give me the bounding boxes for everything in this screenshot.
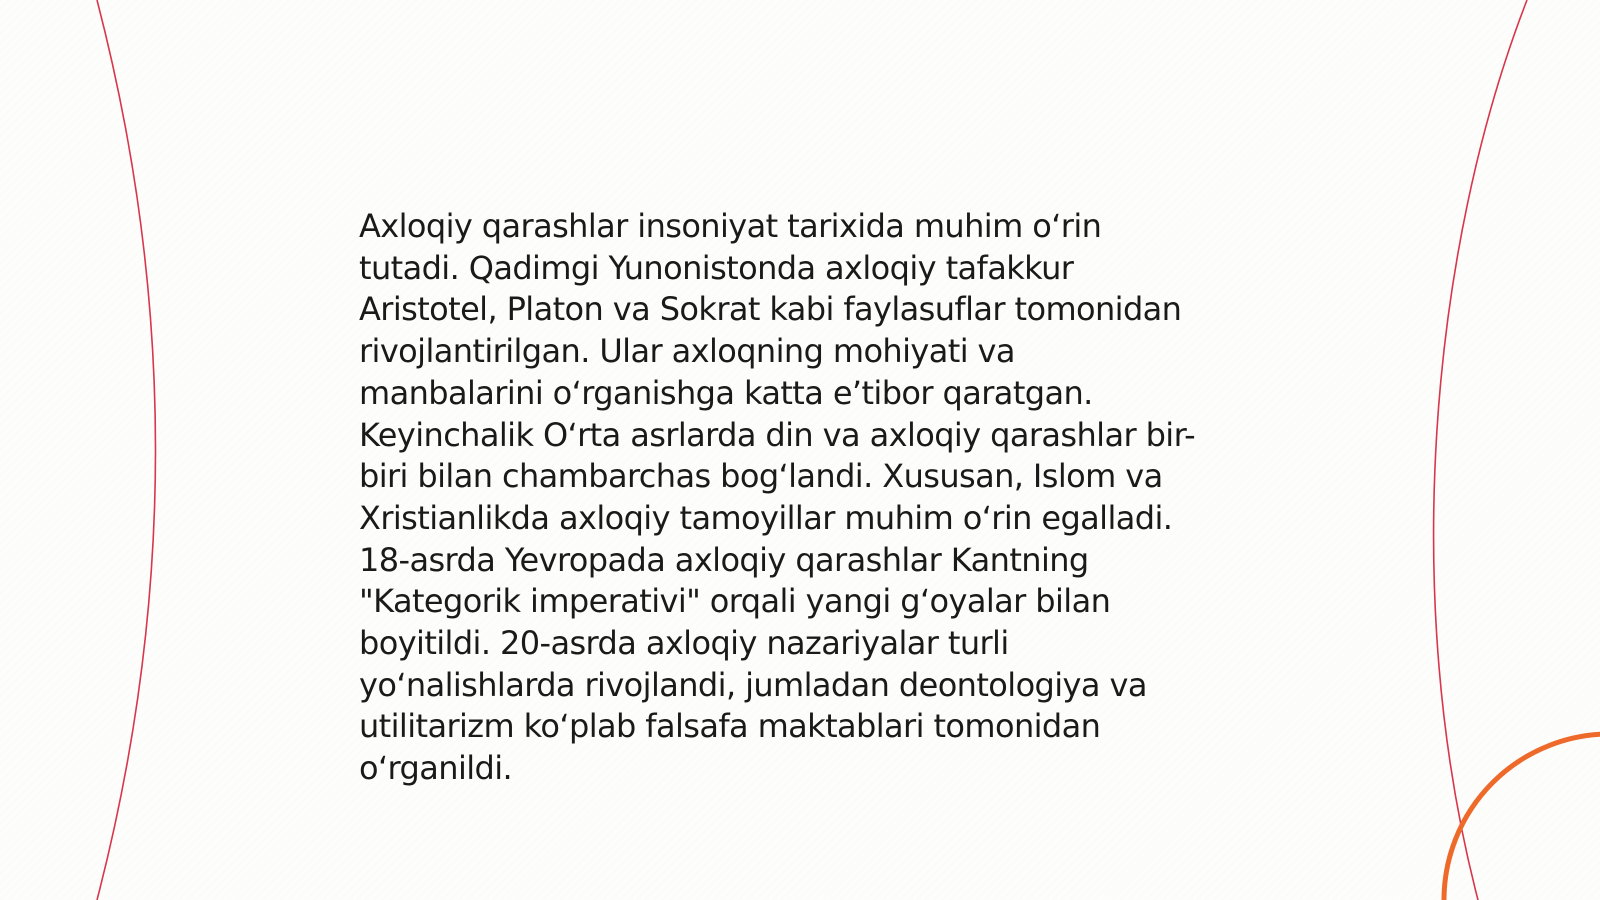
- left-arc-line: [97, 0, 156, 900]
- body-text: Axloqiy qarashlar insoniyat tarixida muhim o‘rin tutadi. Qadimgi Yunonistonda axloqiy tafakkur Aristotel, Platon va Sokrat kabi faylasuflar tomonidan rivojlantirilgan. Ular axloqning mohiyati va manbalarini o‘rganishga katta e’tibor qaratgan. Keyinchalik O‘rta asrlarda din va axloqiy qarashlar bir- biri bilan chambarchas bog‘landi. Xususan, Islom va Xristianlikda axloqiy tamoyillar muhim o‘rin egalladi. 18-asrda Yevropada axloqiy qarashlar Kantning "Kategorik imperativi" orqali yangi g‘oyalar bilan boyitildi. 20-asrda axloqiy nazariyalar turli yo‘nalishlarda rivojlandi, jumladan deontologiya va utilitarizm ko‘plab falsafa maktablari tomonidan o‘rganildi.: [359, 207, 1196, 788]
- orange-circle-outline: [1444, 734, 1600, 900]
